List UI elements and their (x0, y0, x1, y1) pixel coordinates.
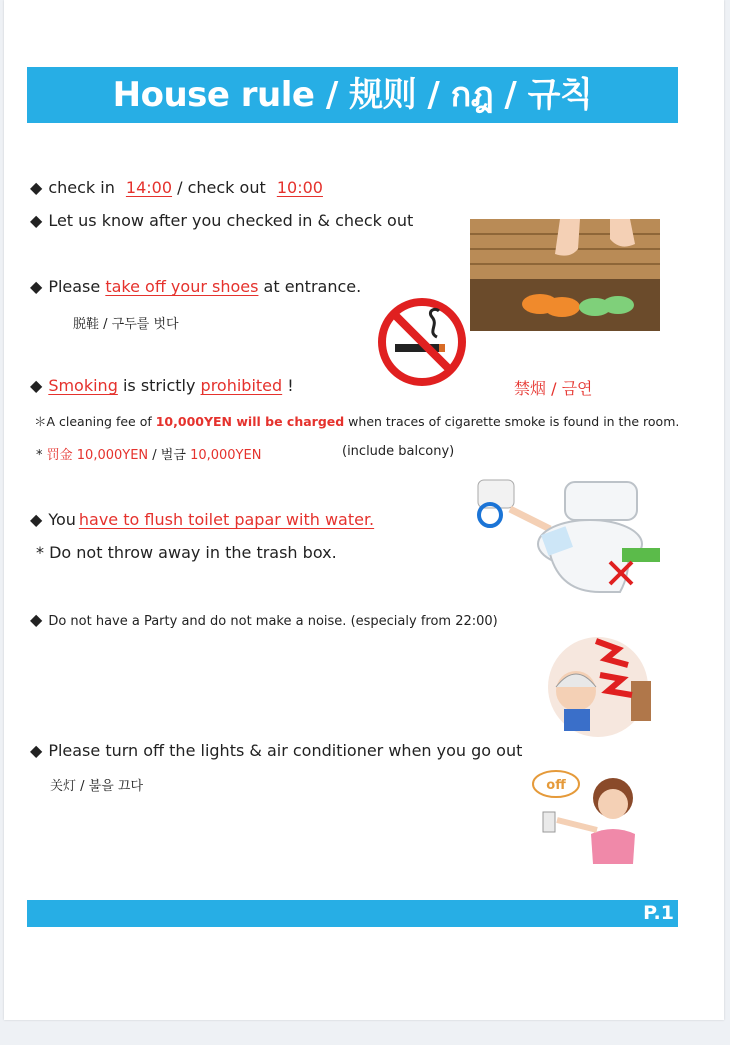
lights-translation: 关灯 / 불을 끄다 (50, 779, 144, 794)
footer-bar (27, 900, 678, 927)
shoes-translation: 脱鞋 / 구두를 벗다 (73, 317, 179, 332)
smoking-mid: is strictly (122, 376, 196, 395)
shoes-suffix: at entrance. (263, 277, 362, 296)
bullet-diamond-icon: ◆ (30, 741, 43, 760)
toilet-prefix: You (48, 510, 76, 529)
smoking-word: Smoking (48, 376, 118, 395)
rule-smoking (30, 376, 294, 395)
smoking-translation: 禁烟 / 금연 (514, 379, 593, 398)
fine-sep: / 벌금 (152, 448, 186, 463)
bullet-diamond-icon: ◆ (30, 510, 43, 529)
checkout-time: 10:00 (276, 178, 323, 197)
checkin-time: 14:00 (125, 178, 173, 197)
shoes-illustration (470, 219, 660, 331)
lights-off-illustration (529, 768, 651, 866)
checkout-label: / check out (177, 178, 266, 197)
fine-text: 罚金 10,000YEN (46, 448, 149, 463)
rule-checkin (30, 178, 323, 197)
toilet-illustration (470, 474, 666, 596)
shoes-highlight: take off your shoes (105, 277, 259, 296)
noise-illustration (536, 631, 660, 739)
smoking-fine (36, 444, 261, 463)
fee-note-pre: ＊A cleaning fee of (34, 414, 152, 429)
no-smoking-icon (377, 297, 467, 387)
bullet-diamond-icon: ◆ (30, 610, 43, 629)
fine-star: * (36, 448, 43, 463)
notify-text: Let us know after you checked in & check out (48, 211, 414, 230)
smoking-fee-note (34, 412, 679, 430)
bullet-diamond-icon: ◆ (30, 376, 43, 395)
rule-lights (30, 741, 522, 760)
rule-notify (30, 211, 413, 230)
smoking-prohibited: prohibited (200, 376, 283, 395)
toilet-highlight: have to flush toilet papar with water. (78, 510, 375, 529)
checkin-label: check in (48, 178, 115, 197)
rule-party (30, 610, 498, 629)
fine-amount: 10,000YEN (190, 448, 262, 463)
page-title: House rule / 规则 / กฎ / 규칙 (27, 67, 678, 123)
balcony-note: (include balcony) (342, 444, 455, 459)
lights-text: Please turn off the lights & air conditioner when you go out (48, 741, 523, 760)
page-number: P.1 (643, 902, 674, 924)
bullet-diamond-icon: ◆ (30, 211, 43, 230)
toilet-note: * Do not throw away in the trash box. (36, 543, 337, 562)
rule-toilet (30, 510, 374, 529)
bullet-diamond-icon: ◆ (30, 178, 43, 197)
bullet-diamond-icon: ◆ (30, 277, 43, 296)
off-label: off (546, 778, 566, 793)
document-page (4, 0, 724, 1020)
fee-note-post: when traces of cigarette smoke is found in the room. (348, 414, 680, 429)
rule-shoes (30, 277, 361, 296)
shoes-prefix: Please (48, 277, 101, 296)
party-text: Do not have a Party and do not make a noise. (especialy from 22:00) (48, 614, 498, 629)
smoking-end: ! (287, 376, 294, 395)
fee-note-bold: 10,000YEN will be charged (155, 414, 345, 429)
